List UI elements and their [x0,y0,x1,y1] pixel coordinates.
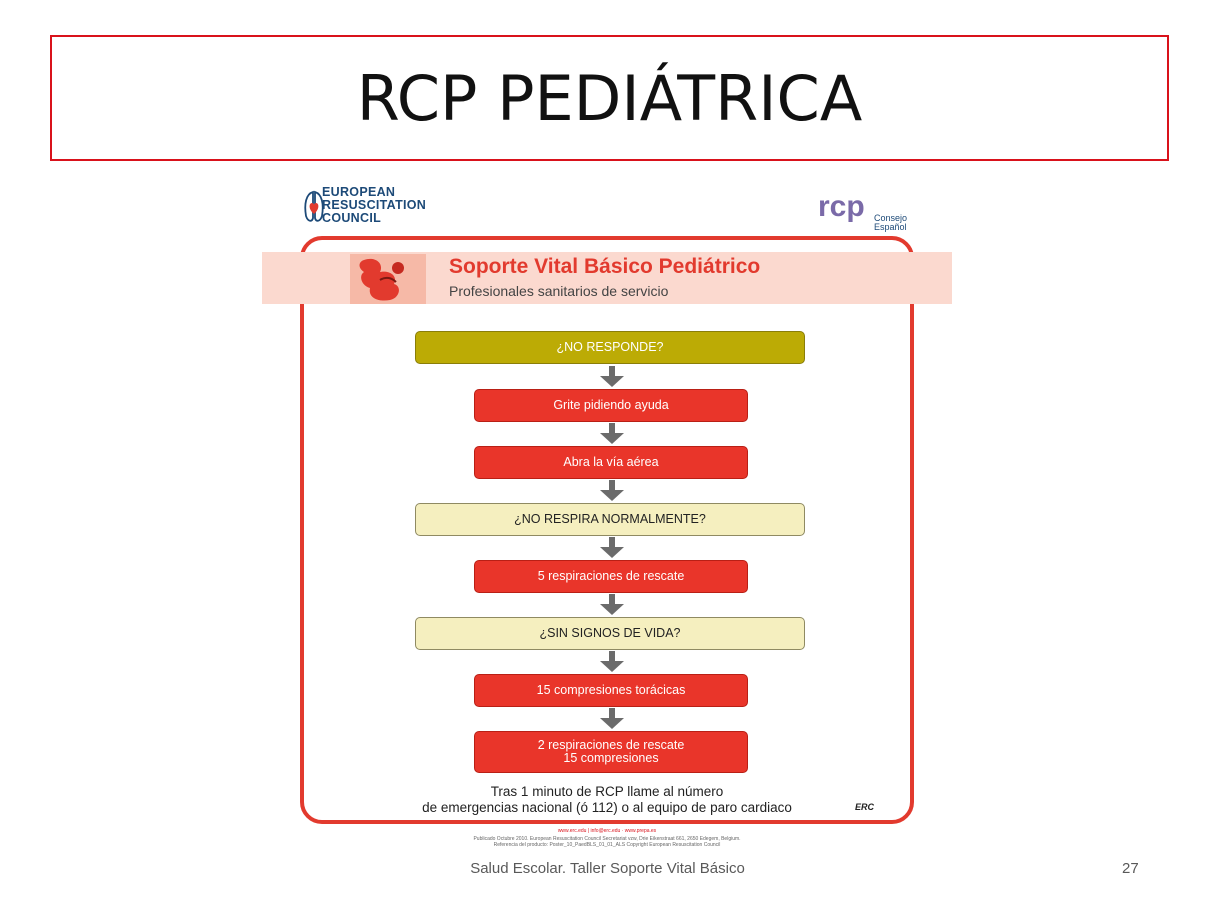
poster-small-print-2: Publicado Octubre 2010. European Resuscitation Council Secretariat vzw, Drie Eikenstraat 661, 2650 Edegem, Belgium. [473,836,741,842]
step-5-respiraciones: 5 respiraciones de rescate [474,560,748,593]
step-abra-via-aerea: Abra la vía aérea [474,446,748,479]
slide-title-box [50,35,1169,161]
svg-text:rcp: rcp [818,190,865,223]
step-grite-ayuda: Grite pidiendo ayuda [474,389,748,422]
down-arrow-icon [598,480,626,502]
down-arrow-icon [598,537,626,559]
poster-small-print-1: www.erc.edu | info@erc.edu · www.prepa.es [557,828,657,834]
down-arrow-icon [598,594,626,616]
step-15-compresiones: 15 compresiones torácicas [474,674,748,707]
poster-footnote-line1: Tras 1 minuto de RCP llame al número [490,784,724,799]
slide-page-number: 27 [1122,860,1139,877]
down-arrow-icon [598,708,626,730]
rcp-logo-subtitle: Consejo Español [874,213,908,232]
step-no-respira: ¿NO RESPIRA NORMALMENTE? [415,503,805,536]
erc-logo-text: EUROPEAN RESUSCITATION COUNCIL [322,185,427,225]
down-arrow-icon [598,651,626,673]
poster-footnote-line2: de emergencias nacional (ó 112) o al equipo de paro cardiaco [422,800,792,815]
step-sin-signos-vida: ¿SIN SIGNOS DE VIDA? [415,617,805,650]
erc-lungs-heart-icon [304,188,324,228]
cpr-illustration-icon [350,254,426,304]
down-arrow-icon [598,366,626,388]
poster-small-print-3: Referencia del producto: Poster_10_PaedBLS_01_01_ALS Copyright European Resuscitation Council [493,842,721,848]
down-arrow-icon [598,423,626,445]
rcp-poster [262,178,952,858]
banner-title: Soporte Vital Básico Pediátrico [449,255,761,278]
erc-mini-logo: ERC [855,802,875,812]
banner-subtitle: Profesionales sanitarios de servicio [449,283,669,299]
step-no-responde: ¿NO RESPONDE? [415,331,805,364]
slide-title: RCP PEDIÁTRICA [356,61,863,135]
step-2-respiraciones-15-compresiones: 2 respiraciones de rescate 15 compresiones [474,731,748,773]
slide-footer: Salud Escolar. Taller Soporte Vital Básico [470,860,745,877]
banner-illustration [350,254,426,304]
